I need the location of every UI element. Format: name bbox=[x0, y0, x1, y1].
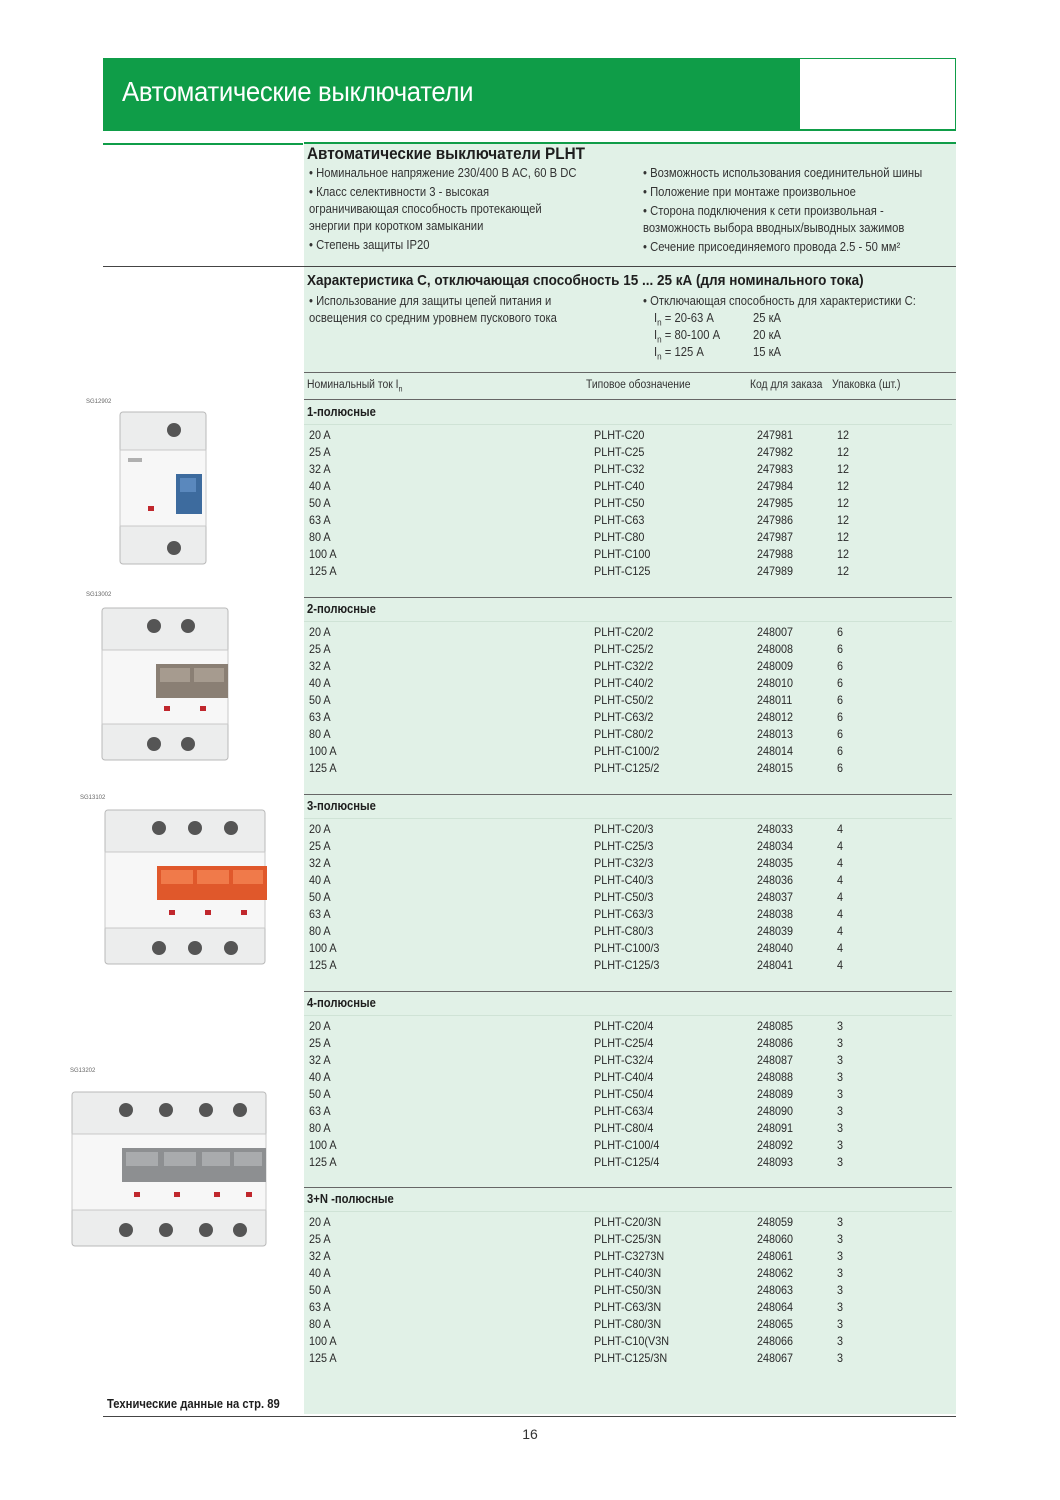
cell-type: PLHT-C63/2 bbox=[594, 710, 654, 724]
tech-data-note: Технические данные на стр. 89 bbox=[107, 1397, 280, 1411]
col-pack: Упаковка (шт.) bbox=[832, 379, 901, 391]
cell-current: 40 A bbox=[309, 676, 331, 690]
breaker-3-pole-image bbox=[103, 808, 271, 966]
cell-pack: 3 bbox=[837, 1104, 844, 1118]
cell-type: PLHT-C63 bbox=[594, 513, 645, 527]
cell-type: PLHT-C125/3N bbox=[594, 1351, 668, 1365]
cell-type: PLHT-C125/4 bbox=[594, 1155, 660, 1169]
cell-pack: 3 bbox=[837, 1070, 844, 1084]
table-row bbox=[304, 1019, 956, 1036]
cell-pack: 3 bbox=[837, 1317, 844, 1331]
table-row bbox=[304, 1334, 956, 1351]
group-title-separator bbox=[304, 1211, 952, 1212]
cell-type: PLHT-C63/3 bbox=[594, 907, 654, 921]
table-row bbox=[304, 513, 956, 530]
cell-pack: 12 bbox=[837, 445, 850, 459]
cell-pack: 12 bbox=[837, 479, 850, 493]
cell-code: 248035 bbox=[757, 856, 794, 870]
cell-type: PLHT-C63/3N bbox=[594, 1300, 662, 1314]
cell-type: PLHT-C50/3 bbox=[594, 890, 654, 904]
cell-code: 247988 bbox=[757, 547, 794, 561]
cell-code: 248033 bbox=[757, 822, 794, 836]
cell-pack: 3 bbox=[837, 1036, 844, 1050]
cell-current: 100 A bbox=[309, 744, 337, 758]
cell-type: PLHT-C50/3N bbox=[594, 1283, 662, 1297]
cell-code: 248037 bbox=[757, 890, 794, 904]
cell-current: 25 A bbox=[309, 642, 331, 656]
cell-code: 248013 bbox=[757, 727, 794, 741]
cell-current: 125 A bbox=[309, 1155, 337, 1169]
section-divider bbox=[103, 266, 956, 267]
group-title: 3+N -полюсные bbox=[307, 1192, 394, 1206]
ka-value: 15 кА bbox=[753, 345, 782, 359]
cell-current: 32 A bbox=[309, 462, 331, 476]
col-current: Номинальный ток $I_n$ bbox=[307, 379, 403, 394]
cell-type: PLHT-C32/4 bbox=[594, 1053, 654, 1067]
table-row bbox=[304, 822, 956, 839]
cell-pack: 4 bbox=[837, 941, 844, 955]
table-row bbox=[304, 1232, 956, 1249]
breaker-4-pole-image bbox=[70, 1090, 270, 1248]
cell-type: PLHT-C125/2 bbox=[594, 761, 660, 775]
table-header bbox=[304, 372, 956, 400]
cell-code: 248063 bbox=[757, 1283, 794, 1297]
cell-current: 50 A bbox=[309, 1087, 331, 1101]
group-title: 3-полюсные bbox=[307, 799, 376, 813]
product-code-label: SG13202 bbox=[70, 1068, 96, 1074]
cell-pack: 6 bbox=[837, 744, 844, 758]
section1-left-bullets bbox=[309, 165, 629, 256]
cell-code: 248060 bbox=[757, 1232, 794, 1246]
cell-code: 248066 bbox=[757, 1334, 794, 1348]
group-divider bbox=[304, 991, 952, 992]
section1-right-bullets bbox=[643, 165, 953, 258]
table-row bbox=[304, 496, 956, 513]
cell-code: 247989 bbox=[757, 564, 794, 578]
cell-code: 248086 bbox=[757, 1036, 794, 1050]
cell-code: 248090 bbox=[757, 1104, 794, 1118]
table-row bbox=[304, 1266, 956, 1283]
table-row bbox=[304, 873, 956, 890]
breaker-2-pole-image bbox=[100, 606, 230, 762]
cell-pack: 4 bbox=[837, 873, 844, 887]
table-row bbox=[304, 676, 956, 693]
cell-type: PLHT-C40/2 bbox=[594, 676, 654, 690]
cell-pack: 4 bbox=[837, 839, 844, 853]
cell-type: PLHT-C80/4 bbox=[594, 1121, 654, 1135]
current-symbol-sub: n bbox=[657, 351, 662, 362]
cell-pack: 3 bbox=[837, 1053, 844, 1067]
table-row bbox=[304, 564, 956, 581]
table-row bbox=[304, 642, 956, 659]
ka-row bbox=[654, 345, 782, 362]
cell-current: 100 A bbox=[309, 547, 337, 561]
cell-type: PLHT-C80 bbox=[594, 530, 645, 544]
table-row bbox=[304, 924, 956, 941]
cell-code: 248007 bbox=[757, 625, 794, 639]
cell-current: 50 A bbox=[309, 693, 331, 707]
header-bar bbox=[103, 58, 799, 131]
cell-type: PLHT-C80/3 bbox=[594, 924, 654, 938]
cell-current: 125 A bbox=[309, 564, 337, 578]
cell-code: 248093 bbox=[757, 1155, 794, 1169]
table-row bbox=[304, 1036, 956, 1053]
group-divider bbox=[304, 1187, 952, 1188]
cell-pack: 4 bbox=[837, 924, 844, 938]
cell-code: 248038 bbox=[757, 907, 794, 921]
col-type: Типовое обозначение bbox=[586, 379, 691, 391]
group-divider bbox=[304, 794, 952, 795]
cell-code: 248015 bbox=[757, 761, 794, 775]
cell-type: PLHT-C10(V3N bbox=[594, 1334, 670, 1348]
cell-current: 40 A bbox=[309, 1266, 331, 1280]
cell-current: 125 A bbox=[309, 958, 337, 972]
cell-pack: 12 bbox=[837, 564, 850, 578]
cell-type: PLHT-C32/2 bbox=[594, 659, 654, 673]
breaker-1-pole-image bbox=[118, 410, 210, 566]
current-symbol: I bbox=[654, 345, 658, 359]
ka-row bbox=[654, 328, 782, 345]
table-row bbox=[304, 710, 956, 727]
cell-code: 247982 bbox=[757, 445, 794, 459]
cell-code: 247987 bbox=[757, 530, 794, 544]
cell-code: 248010 bbox=[757, 676, 794, 690]
cell-code: 248008 bbox=[757, 642, 794, 656]
cell-current: 125 A bbox=[309, 761, 337, 775]
table-row bbox=[304, 1283, 956, 1300]
cell-type: PLHT-C100/3 bbox=[594, 941, 660, 955]
cell-type: PLHT-C100 bbox=[594, 547, 651, 561]
table-row bbox=[304, 761, 956, 778]
cell-code: 248039 bbox=[757, 924, 794, 938]
bullet: • Сечение присоединяемого провода 2.5 - 50 мм² bbox=[643, 240, 901, 254]
table-row bbox=[304, 856, 956, 873]
cell-pack: 6 bbox=[837, 625, 844, 639]
cell-code: 248061 bbox=[757, 1249, 794, 1263]
header-side-box bbox=[799, 58, 956, 131]
cell-type: PLHT-C25/3 bbox=[594, 839, 654, 853]
product-code-label: SG13002 bbox=[86, 592, 112, 598]
table-row bbox=[304, 1087, 956, 1104]
bottom-divider bbox=[103, 1416, 956, 1417]
cell-type: PLHT-C50/4 bbox=[594, 1087, 654, 1101]
cell-type: PLHT-C40/3 bbox=[594, 873, 654, 887]
cell-pack: 3 bbox=[837, 1249, 844, 1263]
cell-code: 248009 bbox=[757, 659, 794, 673]
cell-current: 80 A bbox=[309, 924, 331, 938]
cell-pack: 12 bbox=[837, 513, 850, 527]
cell-pack: 3 bbox=[837, 1351, 844, 1365]
cell-type: PLHT-C20/3N bbox=[594, 1215, 662, 1229]
cell-pack: 6 bbox=[837, 659, 844, 673]
cell-type: PLHT-C40/4 bbox=[594, 1070, 654, 1084]
table-row bbox=[304, 1053, 956, 1070]
table-row bbox=[304, 479, 956, 496]
current-symbol-sub: n bbox=[657, 334, 662, 345]
cell-type: PLHT-C20/2 bbox=[594, 625, 654, 639]
bullet: • Положение при монтаже произвольное bbox=[643, 185, 856, 199]
group-title-separator bbox=[304, 424, 952, 425]
cell-pack: 12 bbox=[837, 462, 850, 476]
cell-type: PLHT-C32 bbox=[594, 462, 645, 476]
group-title-separator bbox=[304, 818, 952, 819]
cell-current: 20 A bbox=[309, 625, 331, 639]
cell-type: PLHT-C32/3 bbox=[594, 856, 654, 870]
cell-current: 32 A bbox=[309, 856, 331, 870]
cell-current: 63 A bbox=[309, 1300, 331, 1314]
table-row bbox=[304, 462, 956, 479]
table-row bbox=[304, 1351, 956, 1368]
table-row bbox=[304, 1249, 956, 1266]
ka-value: 20 кА bbox=[753, 328, 782, 342]
table-row bbox=[304, 659, 956, 676]
cell-code: 248087 bbox=[757, 1053, 794, 1067]
ka-row bbox=[654, 311, 782, 328]
table-row bbox=[304, 1300, 956, 1317]
current-symbol-sub: n bbox=[657, 317, 662, 328]
ka-range: = 20-63 А bbox=[664, 311, 714, 325]
cell-pack: 4 bbox=[837, 822, 844, 836]
cell-current: 20 A bbox=[309, 822, 331, 836]
cell-current: 100 A bbox=[309, 1138, 337, 1152]
cell-code: 247985 bbox=[757, 496, 794, 510]
cell-pack: 4 bbox=[837, 907, 844, 921]
bullet: • Возможность использования соединительной шины bbox=[643, 166, 923, 180]
col-code: Код для заказа bbox=[750, 379, 823, 391]
cell-current: 25 A bbox=[309, 1232, 331, 1246]
table-row bbox=[304, 547, 956, 564]
cell-code: 248014 bbox=[757, 744, 794, 758]
cell-code: 248059 bbox=[757, 1215, 794, 1229]
group-title-separator bbox=[304, 1015, 952, 1016]
cell-current: 20 A bbox=[309, 428, 331, 442]
cell-code: 248034 bbox=[757, 839, 794, 853]
page-title: Автоматические выключатели bbox=[122, 76, 474, 107]
cell-current: 50 A bbox=[309, 496, 331, 510]
bullet: • Сторона подключения к сети произвольная - возможность выбора вводных/выводных зажимов bbox=[643, 204, 905, 235]
group-title: 1-полюсные bbox=[307, 405, 376, 419]
ka-range: = 125 А bbox=[664, 345, 704, 359]
cell-type: PLHT-C100/4 bbox=[594, 1138, 660, 1152]
current-symbol: I bbox=[654, 311, 658, 325]
table-row bbox=[304, 1104, 956, 1121]
cell-current: 50 A bbox=[309, 890, 331, 904]
group-title-separator bbox=[304, 621, 952, 622]
cell-type: PLHT-C40/3N bbox=[594, 1266, 662, 1280]
table-row bbox=[304, 907, 956, 924]
cell-pack: 3 bbox=[837, 1087, 844, 1101]
table-row bbox=[304, 1070, 956, 1087]
cell-current: 63 A bbox=[309, 710, 331, 724]
bullet: • Класс селективности 3 - высокая ограничивающая способность протекающей энергии при коротком замыкании bbox=[309, 185, 542, 233]
cell-code: 248064 bbox=[757, 1300, 794, 1314]
cell-type: PLHT-C20/3 bbox=[594, 822, 654, 836]
cell-code: 248065 bbox=[757, 1317, 794, 1331]
cell-code: 248041 bbox=[757, 958, 794, 972]
section1-title: Автоматические выключатели PLHT bbox=[307, 144, 585, 163]
cell-current: 20 A bbox=[309, 1215, 331, 1229]
cell-code: 248062 bbox=[757, 1266, 794, 1280]
cell-current: 25 A bbox=[309, 1036, 331, 1050]
cell-pack: 6 bbox=[837, 761, 844, 775]
table-row bbox=[304, 1215, 956, 1232]
cell-pack: 6 bbox=[837, 676, 844, 690]
cell-type: PLHT-C100/2 bbox=[594, 744, 660, 758]
bullet: • Степень защиты IP20 bbox=[309, 238, 430, 252]
table-row bbox=[304, 445, 956, 462]
cell-current: 25 A bbox=[309, 839, 331, 853]
table-row bbox=[304, 941, 956, 958]
cell-code: 248040 bbox=[757, 941, 794, 955]
product-code-label: SG13102 bbox=[80, 795, 106, 801]
cell-current: 63 A bbox=[309, 513, 331, 527]
cell-type: PLHT-C40 bbox=[594, 479, 645, 493]
cell-type: PLHT-C50/2 bbox=[594, 693, 654, 707]
cell-current: 32 A bbox=[309, 1053, 331, 1067]
ka-range: = 80-100 А bbox=[664, 328, 721, 342]
cell-pack: 3 bbox=[837, 1215, 844, 1229]
table-row bbox=[304, 693, 956, 710]
cell-current: 80 A bbox=[309, 530, 331, 544]
cell-type: PLHT-C25/2 bbox=[594, 642, 654, 656]
cell-pack: 6 bbox=[837, 710, 844, 724]
cell-pack: 3 bbox=[837, 1138, 844, 1152]
cell-current: 80 A bbox=[309, 1317, 331, 1331]
cell-pack: 3 bbox=[837, 1155, 844, 1169]
group-title: 4-полюсные bbox=[307, 996, 376, 1010]
cell-current: 20 A bbox=[309, 1019, 331, 1033]
cell-pack: 6 bbox=[837, 693, 844, 707]
cell-pack: 3 bbox=[837, 1334, 844, 1348]
table-row bbox=[304, 890, 956, 907]
page-number: 16 bbox=[522, 1426, 538, 1442]
cell-type: PLHT-C125 bbox=[594, 564, 651, 578]
table-row bbox=[304, 1317, 956, 1334]
cell-code: 247986 bbox=[757, 513, 794, 527]
table-row bbox=[304, 727, 956, 744]
table-row bbox=[304, 1121, 956, 1138]
cell-code: 248012 bbox=[757, 710, 794, 724]
cell-code: 247981 bbox=[757, 428, 794, 442]
ka-value: 25 кА bbox=[753, 311, 782, 325]
table-row bbox=[304, 1155, 956, 1172]
product-code-label: SG12902 bbox=[86, 399, 112, 405]
cell-current: 80 A bbox=[309, 727, 331, 741]
cell-type: PLHT-C80/3N bbox=[594, 1317, 662, 1331]
cell-type: PLHT-C20 bbox=[594, 428, 645, 442]
cell-current: 50 A bbox=[309, 1283, 331, 1297]
table-row bbox=[304, 530, 956, 547]
table-row bbox=[304, 625, 956, 642]
table-row bbox=[304, 1138, 956, 1155]
cell-type: PLHT-C80/2 bbox=[594, 727, 654, 741]
cell-current: 125 A bbox=[309, 1351, 337, 1365]
cell-current: 40 A bbox=[309, 873, 331, 887]
cell-pack: 3 bbox=[837, 1283, 844, 1297]
cell-current: 40 A bbox=[309, 1070, 331, 1084]
cell-code: 248011 bbox=[757, 693, 793, 707]
cell-type: PLHT-C63/4 bbox=[594, 1104, 654, 1118]
cell-current: 100 A bbox=[309, 1334, 337, 1348]
table-row bbox=[304, 958, 956, 975]
cell-pack: 3 bbox=[837, 1232, 844, 1246]
cell-code: 247984 bbox=[757, 479, 794, 493]
cell-pack: 4 bbox=[837, 856, 844, 870]
cell-current: 80 A bbox=[309, 1121, 331, 1135]
header-underline bbox=[103, 129, 956, 131]
cell-pack: 12 bbox=[837, 547, 850, 561]
cell-pack: 12 bbox=[837, 496, 850, 510]
cell-code: 248091 bbox=[757, 1121, 794, 1135]
cell-type: PLHT-C25/3N bbox=[594, 1232, 662, 1246]
cell-type: PLHT-C50 bbox=[594, 496, 645, 510]
cell-current: 32 A bbox=[309, 1249, 331, 1263]
current-symbol: I bbox=[654, 328, 658, 342]
group-title: 2-полюсные bbox=[307, 602, 376, 616]
cell-pack: 4 bbox=[837, 890, 844, 904]
cell-code: 248089 bbox=[757, 1087, 794, 1101]
cell-type: PLHT-C3273N bbox=[594, 1249, 665, 1263]
cell-current: 63 A bbox=[309, 1104, 331, 1118]
cell-current: 63 A bbox=[309, 907, 331, 921]
cell-pack: 12 bbox=[837, 428, 850, 442]
section2-title: Характеристика C, отключающая способность 15 ... 25 кА (для номинального тока) bbox=[307, 272, 864, 289]
cell-pack: 6 bbox=[837, 727, 844, 741]
group-divider bbox=[304, 597, 952, 598]
cell-type: PLHT-C20/4 bbox=[594, 1019, 654, 1033]
cell-code: 248067 bbox=[757, 1351, 794, 1365]
cell-type: PLHT-C25 bbox=[594, 445, 645, 459]
cell-pack: 3 bbox=[837, 1300, 844, 1314]
cell-pack: 12 bbox=[837, 530, 850, 544]
cell-pack: 6 bbox=[837, 642, 844, 656]
cell-current: 32 A bbox=[309, 659, 331, 673]
cell-pack: 3 bbox=[837, 1121, 844, 1135]
cell-pack: 3 bbox=[837, 1266, 844, 1280]
cell-pack: 4 bbox=[837, 958, 844, 972]
cell-code: 248092 bbox=[757, 1138, 794, 1152]
cell-current: 100 A bbox=[309, 941, 337, 955]
cell-code: 248036 bbox=[757, 873, 794, 887]
cell-type: PLHT-C25/4 bbox=[594, 1036, 654, 1050]
bullet: • Номинальное напряжение 230/400 В AC, 60 В DC bbox=[309, 166, 577, 180]
left-top-rule bbox=[103, 143, 303, 145]
table-row bbox=[304, 428, 956, 445]
cell-code: 247983 bbox=[757, 462, 794, 476]
table-row bbox=[304, 744, 956, 761]
section2-right-bullet: • Отключающая способность для характеристики C: bbox=[643, 294, 916, 308]
cell-code: 248085 bbox=[757, 1019, 794, 1033]
bullet: • Использование для защиты цепей питания и освещения со средним уровнем пускового тока bbox=[309, 294, 557, 325]
cell-code: 248088 bbox=[757, 1070, 794, 1084]
cell-current: 25 A bbox=[309, 445, 331, 459]
cell-type: PLHT-C125/3 bbox=[594, 958, 660, 972]
cell-current: 40 A bbox=[309, 479, 331, 493]
table-row bbox=[304, 839, 956, 856]
section2-left-bullet bbox=[309, 293, 609, 329]
cell-pack: 3 bbox=[837, 1019, 844, 1033]
